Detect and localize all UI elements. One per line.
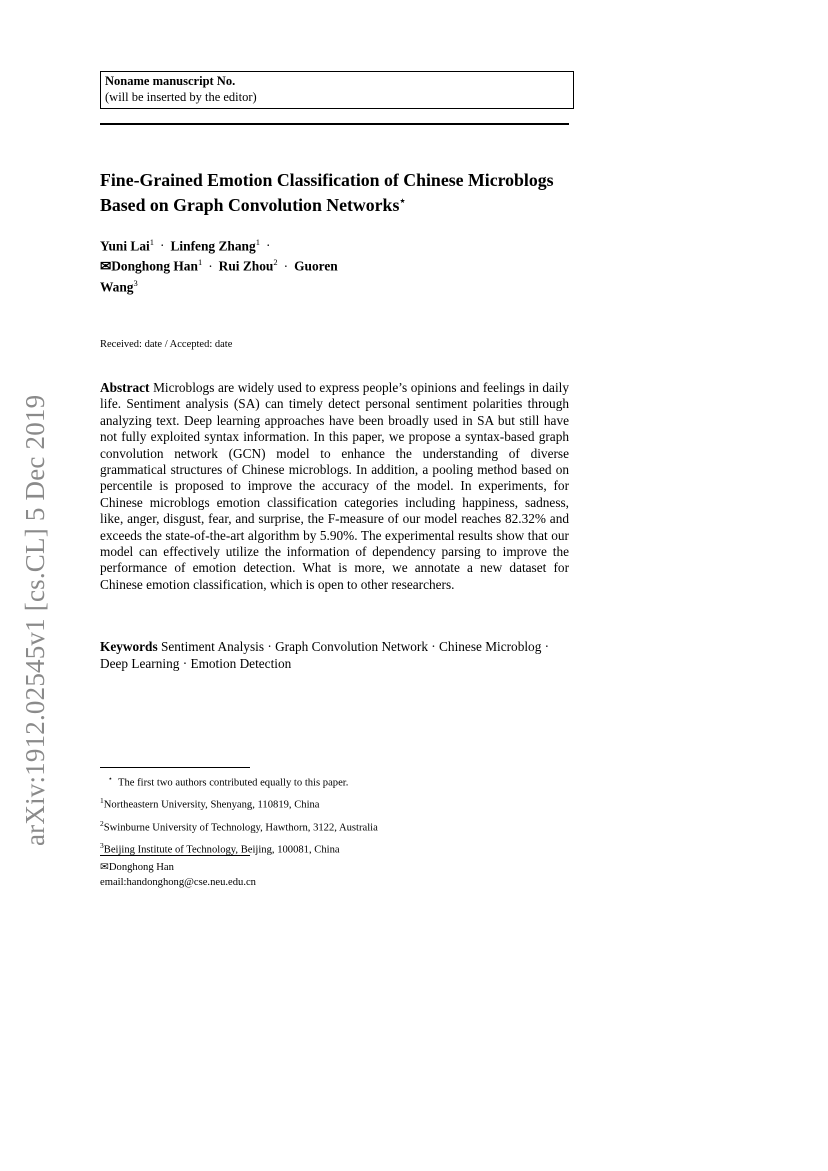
manuscript-box [100,71,574,109]
footnote-star-marker: ⋆ [108,774,113,783]
author-name: Linfeng Zhang [170,238,256,254]
title-star-marker: ⋆ [399,196,406,207]
footnote-affiliation [100,817,600,836]
title-text: Fine-Grained Emotion Classification of Chinese Microblogs Based on Graph Convolution Networks [100,170,554,215]
manuscript-note: (will be inserted by the editor) [105,90,257,104]
arxiv-id: arXiv:1912.02545v1 [cs.CL] 5 Dec 2019 [20,394,50,846]
author-name: Yuni Lai [100,238,150,254]
author-name: Rui Zhou [218,258,274,274]
abstract-heading: Abstract [100,380,150,395]
affiliation-number: 1 [100,796,104,805]
author-separator: · [160,238,165,254]
author-affil: 1 [197,257,203,268]
corresponding-email-line [100,876,600,890]
keywords-heading: Keywords [100,639,158,654]
author-name: Guoren [294,258,338,274]
author-affil: 1 [255,237,260,247]
corresponding-name: Donghong Han [108,862,174,873]
author-name: Donghong Han [111,258,198,274]
footnote-star-text: The first two authors contributed equally to this paper. [118,777,349,789]
footnote-rule [100,767,250,768]
affiliation-text: Swinburne University of Technology, Hawthorn, 3122, Australia [103,822,378,834]
footnote-affiliation [100,794,600,813]
author-affil: 3 [133,277,138,288]
abstract-text: Microblogs are widely used to express people’s opinions and feelings in daily life. Sentiment analysis (SA) can timely detect personal sentiment polarities through analyzing text. Deep learning approaches have been broadly used in SA but still have not fully exploited syntax information. In this paper, we propose a syntax-based graph convolution network (GCN) model to enhance the understanding of diverse grammatical structures of Chinese microblogs. In addition, a pooling method based on percentile is proposed to improve the accuracy of the model. In experiments, for Chinese microblogs emotion classification categories including happiness, sadness, like, anger, disgust, fear, and surprise, the F-measure of our model reaches 82.32% and exceeds the state-of-the-art algorithm by 5.90%. The experimental results show that our model can effectively utilize the information of dependency parsing to improve the performance of emotion detection. What is more, we annotate a new dataset for Chinese emotion classification, which is open to other researchers. [100,380,569,592]
envelope-icon: ✉ [100,258,112,274]
affiliation-text: Northeastern University, Shenyang, 110819, China [103,799,320,811]
affiliation-number: 2 [100,819,104,828]
author-affil: 2 [273,257,278,268]
affiliation-number: 3 [100,841,104,850]
corresponding-author [100,861,600,875]
author-list [100,234,500,295]
keywords [100,638,569,672]
manuscript-label: Noname manuscript No. [105,74,236,88]
author-affil: 1 [149,237,154,247]
received-line: Received: date / Accepted: date [100,339,233,350]
header-rule [100,123,569,125]
footnote-rule [100,855,250,856]
author-name: Wang [100,279,134,295]
affiliation-text: Beijing Institute of Technology, Beijing, 100081, China [103,844,340,856]
author-separator: · [265,238,271,254]
envelope-icon: ✉ [100,862,109,873]
keywords-text: Sentiment Analysis · Graph Convolution Network · Chinese Microblog · Deep Learning · Emotion Detection [100,639,550,671]
abstract [100,380,569,593]
arxiv-stamp [20,0,50,1171]
footnote-star [108,772,608,791]
author-separator: · [283,258,289,274]
paper-title [100,170,570,216]
author-separator: · [208,258,213,274]
corresponding-email: email:handonghong@cse.neu.edu.cn [100,877,256,888]
